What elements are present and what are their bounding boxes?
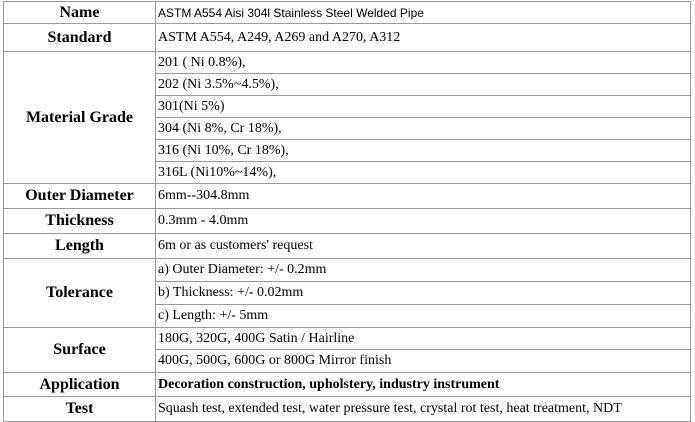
outer-diameter-label: Outer Diameter — [4, 184, 156, 209]
material-grade-item: 201 ( Ni 0.8%), — [156, 52, 690, 74]
row-thickness — [4, 209, 691, 234]
tolerance-values — [156, 259, 691, 328]
name-value: ASTM A554 Aisi 304l Stainless Steel Welded Pipe — [156, 2, 691, 24]
material-grade-item: 316 (Ni 10%, Cr 18%), — [156, 140, 690, 162]
row-application — [4, 373, 691, 397]
row-material-grade — [4, 52, 691, 184]
surface-label: Surface — [4, 328, 156, 373]
length-label: Length — [4, 234, 156, 259]
material-grade-item: 301(Ni 5%) — [156, 96, 690, 118]
row-outer-diameter — [4, 184, 691, 209]
row-name — [4, 2, 691, 24]
tolerance-label: Tolerance — [4, 259, 156, 328]
application-value: Decoration construction, upholstery, industry instrument — [156, 373, 691, 397]
material-grade-item: 202 (Ni 3.5%~4.5%), — [156, 74, 690, 96]
thickness-value: 0.3mm - 4.0mm — [156, 209, 691, 234]
row-standard — [4, 24, 691, 52]
name-label: Name — [4, 2, 156, 24]
material-grade-item: 304 (Ni 8%, Cr 18%), — [156, 118, 690, 140]
tolerance-item: a) Outer Diameter: +/- 0.2mm — [156, 259, 690, 282]
length-value: 6m or as customers' request — [156, 234, 691, 259]
outer-diameter-value: 6mm--304.8mm — [156, 184, 691, 209]
surface-values — [156, 328, 691, 373]
standard-label: Standard — [4, 24, 156, 52]
material-grade-label: Material Grade — [4, 52, 156, 184]
tolerance-item: c) Length: +/- 5mm — [158, 308, 269, 323]
row-length — [4, 234, 691, 259]
material-grade-item: 316L (Ni10%~14%), — [158, 165, 277, 180]
surface-item: 400G, 500G, 600G or 800G Mirror finish — [158, 353, 392, 368]
surface-item: 180G, 320G, 400G Satin / Hairline — [156, 328, 690, 350]
row-tolerance — [4, 259, 691, 328]
test-value: Squash test, extended test, water pressure test, crystal rot test, heat treatment, NDT — [156, 397, 691, 422]
spec-table — [3, 1, 691, 422]
material-grade-values — [156, 52, 691, 184]
thickness-label: Thickness — [4, 209, 156, 234]
application-label: Application — [4, 373, 156, 397]
row-test — [4, 397, 691, 422]
row-surface — [4, 328, 691, 373]
test-label: Test — [4, 397, 156, 422]
tolerance-item: b) Thickness: +/- 0.02mm — [156, 282, 690, 305]
standard-value: ASTM A554, A249, A269 and A270, A312 — [156, 24, 691, 52]
